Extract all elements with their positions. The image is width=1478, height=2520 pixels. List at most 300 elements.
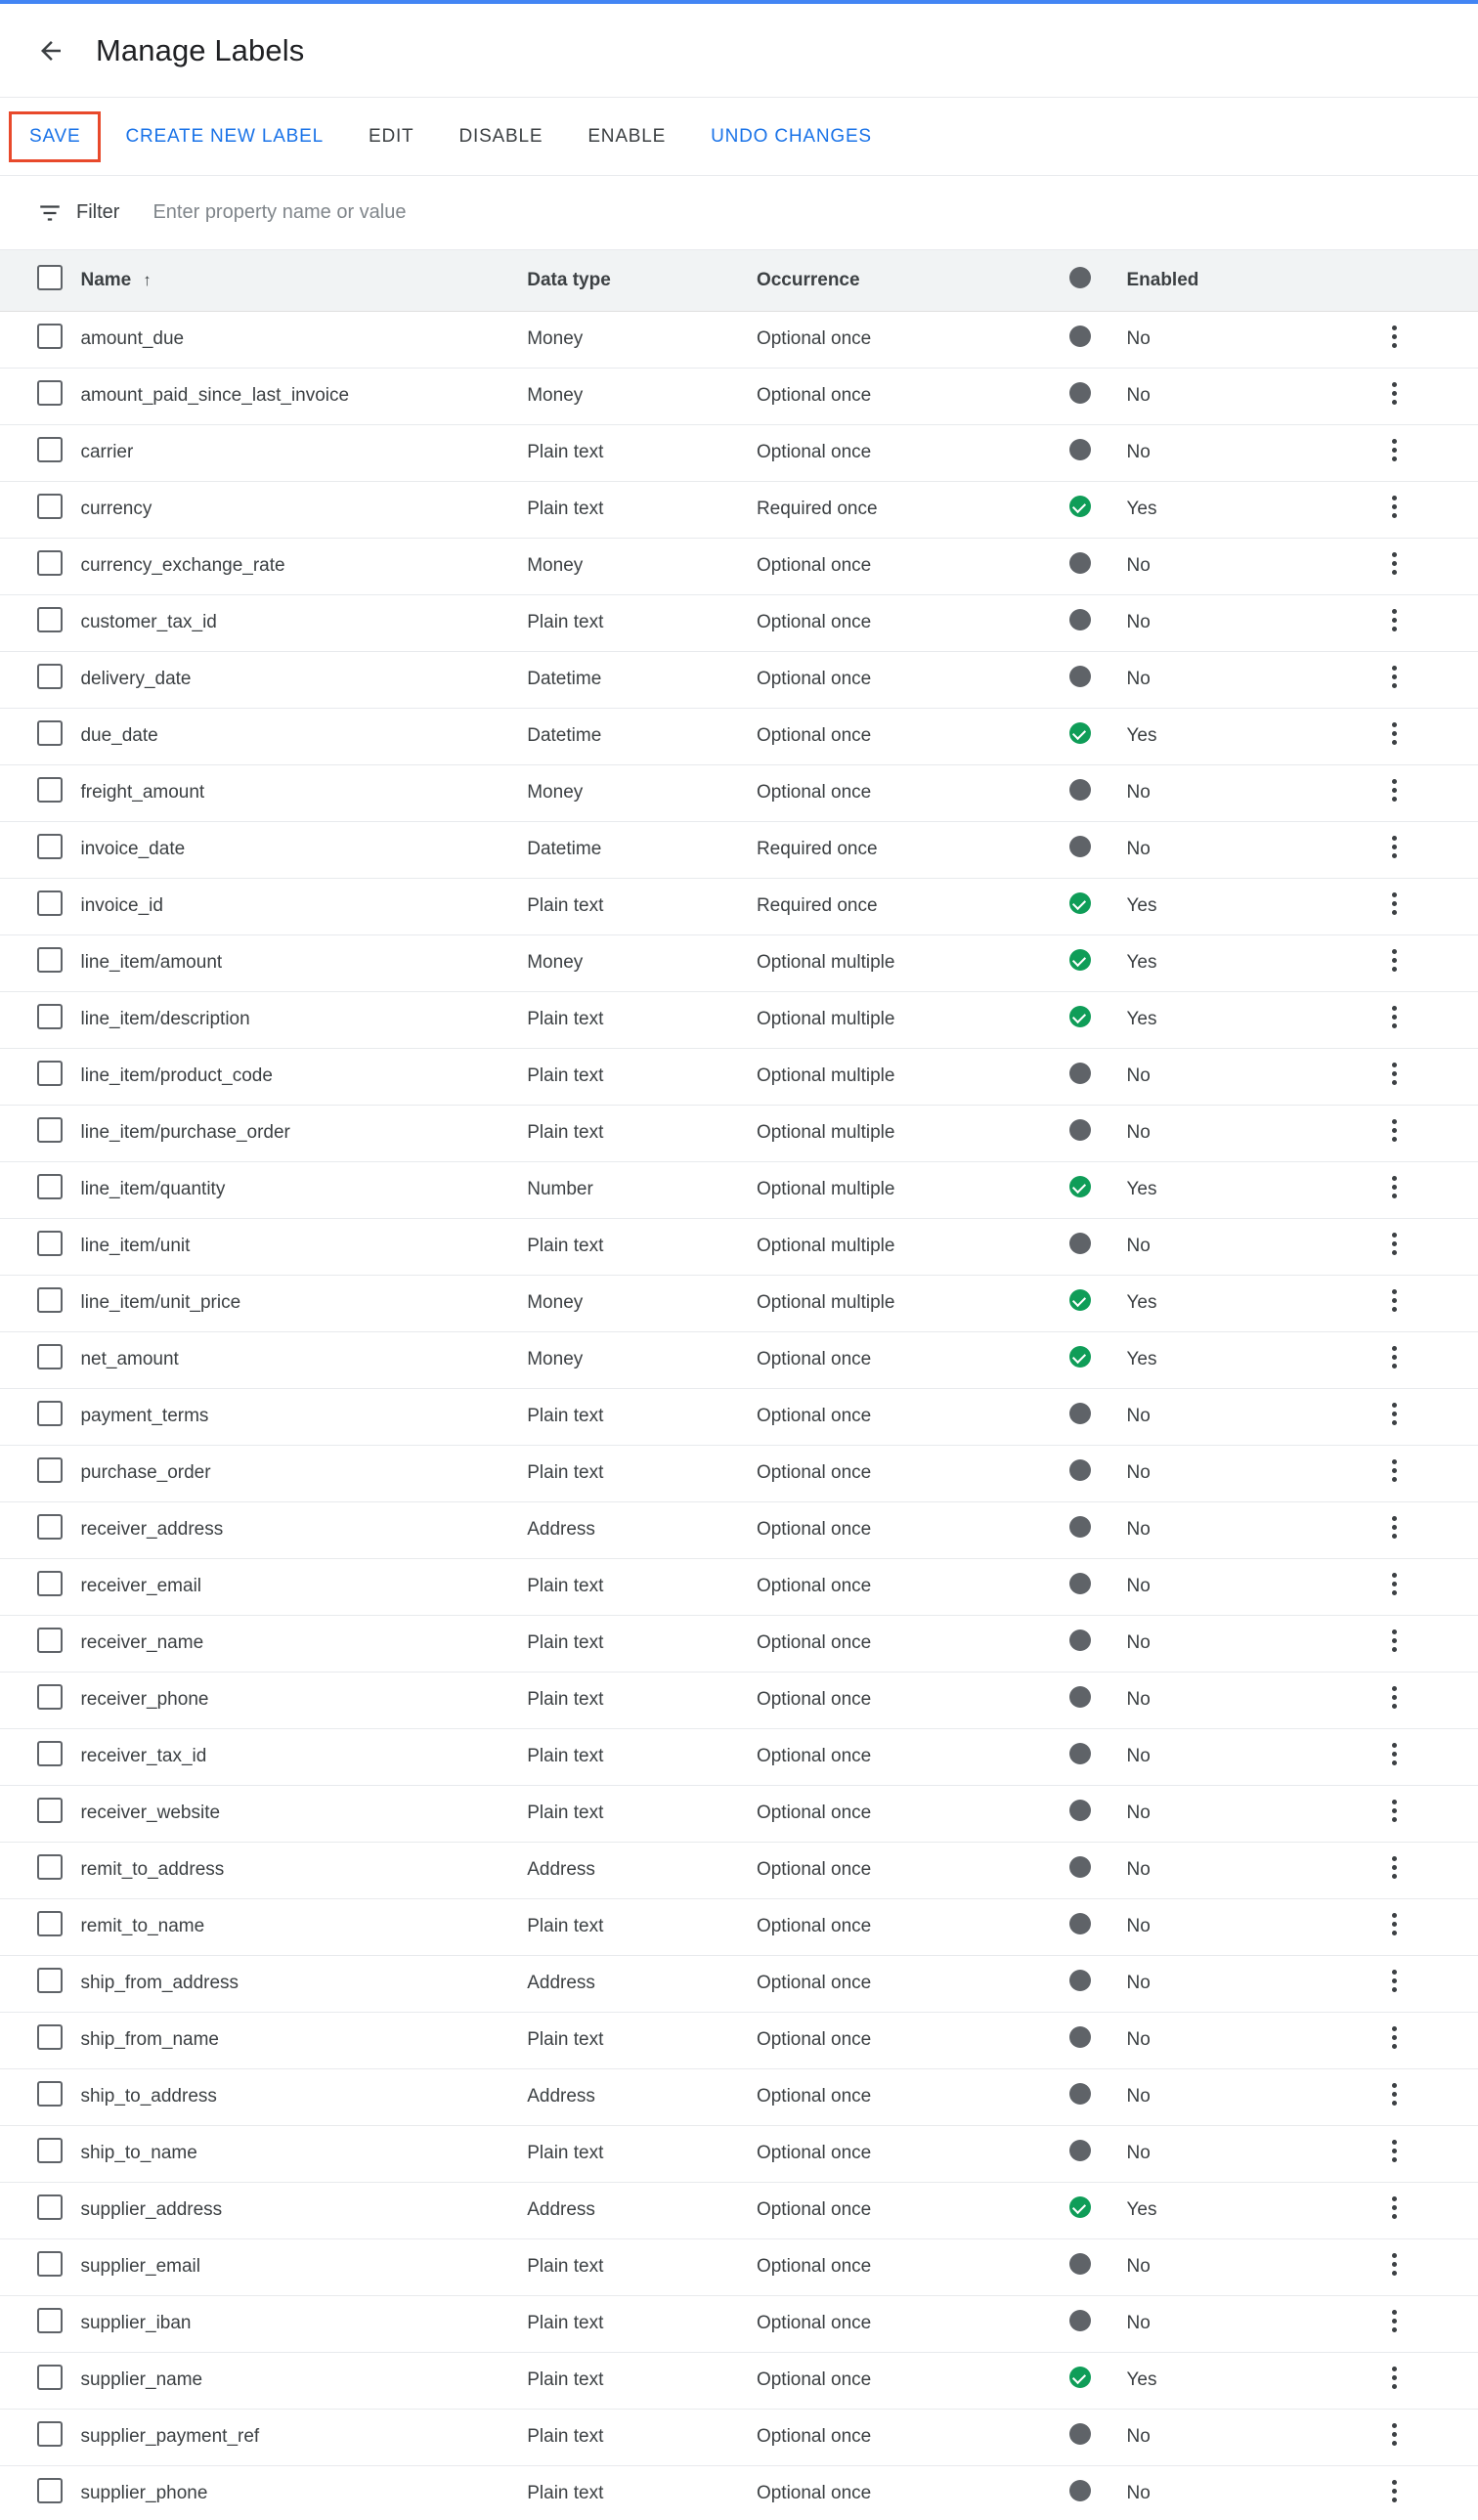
- occurrence-cell: Optional once: [757, 1785, 1046, 1842]
- status-dot-cell: [1046, 708, 1126, 764]
- occurrence-cell: Optional once: [757, 1501, 1046, 1558]
- status-dot-cell: [1046, 2295, 1126, 2352]
- data-type-cell: Number: [527, 1161, 757, 1218]
- status-dot-cell: [1046, 1898, 1126, 1955]
- table-row[interactable]: [0, 764, 1478, 821]
- row-checkbox[interactable]: [37, 720, 63, 746]
- table-row[interactable]: [0, 991, 1478, 1048]
- data-type-cell: Plain text: [527, 1445, 757, 1501]
- status-dot-cell: [1046, 1161, 1126, 1218]
- table-row[interactable]: [0, 1275, 1478, 1331]
- occurrence-cell: Optional once: [757, 594, 1046, 651]
- edit-button[interactable]: EDIT: [351, 114, 431, 159]
- enabled-cell: No: [1126, 2238, 1364, 2295]
- status-dot-icon: [1069, 779, 1091, 801]
- status-dot-icon: [1069, 1516, 1091, 1538]
- check-circle-icon: [1069, 1289, 1091, 1311]
- table-row[interactable]: [0, 594, 1478, 651]
- more-options-icon[interactable]: [1392, 1285, 1397, 1316]
- enabled-cell: No: [1126, 1728, 1364, 1785]
- label-name-cell: supplier_name: [80, 2352, 527, 2409]
- row-checkbox[interactable]: [37, 2251, 63, 2277]
- row-select-cell: [0, 1955, 80, 2012]
- more-options-icon[interactable]: [1392, 605, 1397, 635]
- table-row[interactable]: [0, 1331, 1478, 1388]
- table-row[interactable]: [0, 1048, 1478, 1105]
- row-select-cell: [0, 2465, 80, 2520]
- label-name-cell: supplier_phone: [80, 2465, 527, 2520]
- more-options-icon[interactable]: [1392, 548, 1397, 579]
- occurrence-cell: Optional multiple: [757, 934, 1046, 991]
- more-options-icon[interactable]: [1392, 1852, 1397, 1883]
- table-header-row: [0, 250, 1478, 311]
- row-actions-cell: [1365, 1955, 1478, 2012]
- row-select-cell: [0, 481, 80, 538]
- status-dot-icon: [1069, 2253, 1091, 2275]
- enabled-cell: No: [1126, 311, 1364, 368]
- row-checkbox[interactable]: [37, 1061, 63, 1086]
- data-type-cell: Money: [527, 764, 757, 821]
- row-checkbox[interactable]: [37, 1628, 63, 1653]
- table-row[interactable]: [0, 1558, 1478, 1615]
- data-type-cell: Plain text: [527, 1558, 757, 1615]
- row-checkbox[interactable]: [37, 947, 63, 973]
- more-options-icon[interactable]: [1392, 2136, 1397, 2166]
- more-options-icon[interactable]: [1392, 2079, 1397, 2109]
- check-circle-icon: [1069, 1176, 1091, 1197]
- row-checkbox[interactable]: [37, 437, 63, 462]
- row-checkbox[interactable]: [37, 2308, 63, 2333]
- row-actions-cell: [1365, 594, 1478, 651]
- status-dot-cell: [1046, 1558, 1126, 1615]
- table-row[interactable]: [0, 878, 1478, 934]
- row-actions-cell: [1365, 1898, 1478, 1955]
- more-options-icon[interactable]: [1392, 2193, 1397, 2223]
- row-checkbox[interactable]: [37, 1571, 63, 1596]
- status-dot-icon: [1069, 267, 1091, 288]
- table-row[interactable]: [0, 1501, 1478, 1558]
- row-select-cell: [0, 1898, 80, 1955]
- status-dot-icon: [1069, 1573, 1091, 1594]
- row-checkbox[interactable]: [37, 2194, 63, 2220]
- label-name-cell: payment_terms: [80, 1388, 527, 1445]
- status-dot-icon: [1069, 609, 1091, 630]
- row-checkbox[interactable]: [37, 1457, 63, 1483]
- more-options-icon[interactable]: [1392, 2419, 1397, 2450]
- status-dot-icon: [1069, 2140, 1091, 2161]
- row-actions-cell: [1365, 1161, 1478, 1218]
- column-header-occurrence[interactable]: Occurrence: [757, 250, 1046, 311]
- enabled-cell: No: [1126, 2409, 1364, 2465]
- occurrence-cell: Optional multiple: [757, 1161, 1046, 1218]
- label-name-cell: supplier_iban: [80, 2295, 527, 2352]
- enabled-cell: No: [1126, 1445, 1364, 1501]
- enabled-cell: No: [1126, 1501, 1364, 1558]
- row-checkbox[interactable]: [37, 1514, 63, 1540]
- occurrence-cell: Required once: [757, 481, 1046, 538]
- row-select-cell: [0, 1672, 80, 1728]
- row-actions-cell: [1365, 878, 1478, 934]
- select-all-checkbox[interactable]: [37, 265, 63, 290]
- status-dot-cell: [1046, 594, 1126, 651]
- row-checkbox[interactable]: [37, 1231, 63, 1256]
- table-row[interactable]: [0, 1161, 1478, 1218]
- label-name-cell: remit_to_name: [80, 1898, 527, 1955]
- row-checkbox[interactable]: [37, 1798, 63, 1823]
- row-checkbox[interactable]: [37, 777, 63, 803]
- occurrence-cell: Optional multiple: [757, 991, 1046, 1048]
- more-options-icon[interactable]: [1392, 945, 1397, 976]
- more-options-icon[interactable]: [1392, 322, 1397, 352]
- row-select-cell: [0, 1105, 80, 1161]
- status-dot-cell: [1046, 2465, 1126, 2520]
- row-select-cell: [0, 878, 80, 934]
- more-options-icon[interactable]: [1392, 1342, 1397, 1372]
- row-checkbox[interactable]: [37, 1968, 63, 1993]
- row-checkbox[interactable]: [37, 1174, 63, 1199]
- status-dot-icon: [1069, 1800, 1091, 1821]
- more-options-icon[interactable]: [1392, 2476, 1397, 2506]
- row-checkbox[interactable]: [37, 380, 63, 406]
- more-options-icon[interactable]: [1392, 435, 1397, 465]
- more-options-icon[interactable]: [1392, 1909, 1397, 1939]
- row-select-cell: [0, 2409, 80, 2465]
- label-name-cell: receiver_name: [80, 1615, 527, 1672]
- arrow-left-icon[interactable]: [29, 29, 72, 72]
- more-options-icon[interactable]: [1392, 832, 1397, 862]
- table-row[interactable]: [0, 1728, 1478, 1785]
- row-select-cell: [0, 1161, 80, 1218]
- occurrence-cell: Optional multiple: [757, 1218, 1046, 1275]
- table-row[interactable]: [0, 538, 1478, 594]
- more-options-icon[interactable]: [1392, 1399, 1397, 1429]
- data-type-cell: Plain text: [527, 2295, 757, 2352]
- row-select-cell: [0, 1388, 80, 1445]
- row-checkbox[interactable]: [37, 1684, 63, 1710]
- enabled-cell: No: [1126, 1785, 1364, 1842]
- row-select-cell: [0, 1331, 80, 1388]
- table-row[interactable]: [0, 1388, 1478, 1445]
- status-dot-cell: [1046, 1048, 1126, 1105]
- more-options-icon[interactable]: [1392, 1796, 1397, 1826]
- occurrence-cell: Optional once: [757, 651, 1046, 708]
- enabled-cell: Yes: [1126, 481, 1364, 538]
- table-row[interactable]: [0, 934, 1478, 991]
- enabled-cell: Yes: [1126, 991, 1364, 1048]
- table-row[interactable]: [0, 2182, 1478, 2238]
- check-circle-icon: [1069, 892, 1091, 914]
- row-select-cell: [0, 2068, 80, 2125]
- data-type-cell: Money: [527, 368, 757, 424]
- row-checkbox[interactable]: [37, 1287, 63, 1313]
- status-dot-cell: [1046, 934, 1126, 991]
- enabled-cell: No: [1126, 821, 1364, 878]
- occurrence-cell: Optional once: [757, 2068, 1046, 2125]
- occurrence-cell: Optional once: [757, 1898, 1046, 1955]
- label-name-cell: invoice_date: [80, 821, 527, 878]
- table-row[interactable]: [0, 368, 1478, 424]
- more-options-icon[interactable]: [1392, 775, 1397, 805]
- more-options-icon[interactable]: [1392, 1115, 1397, 1146]
- row-checkbox[interactable]: [37, 1117, 63, 1143]
- occurrence-cell: Optional once: [757, 764, 1046, 821]
- row-checkbox[interactable]: [37, 2138, 63, 2163]
- row-checkbox[interactable]: [37, 891, 63, 916]
- enable-button[interactable]: ENABLE: [570, 114, 683, 159]
- row-actions-cell: [1365, 1615, 1478, 1672]
- more-options-icon[interactable]: [1392, 1059, 1397, 1089]
- check-circle-icon: [1069, 496, 1091, 517]
- table-row[interactable]: [0, 1615, 1478, 1672]
- row-actions-cell: [1365, 2465, 1478, 2520]
- row-checkbox[interactable]: [37, 2478, 63, 2503]
- row-select-cell: [0, 1275, 80, 1331]
- enabled-cell: No: [1126, 538, 1364, 594]
- row-select-cell: [0, 1501, 80, 1558]
- more-options-icon[interactable]: [1392, 1682, 1397, 1713]
- table-row[interactable]: [0, 424, 1478, 481]
- table-row[interactable]: [0, 1842, 1478, 1898]
- label-name-cell: invoice_id: [80, 878, 527, 934]
- more-options-icon[interactable]: [1392, 662, 1397, 692]
- row-actions-cell: [1365, 934, 1478, 991]
- status-dot-cell: [1046, 1501, 1126, 1558]
- row-checkbox[interactable]: [37, 2024, 63, 2050]
- row-select-cell: [0, 2352, 80, 2409]
- table-row[interactable]: [0, 1785, 1478, 1842]
- row-select-cell: [0, 1445, 80, 1501]
- row-checkbox[interactable]: [37, 1344, 63, 1369]
- table-row[interactable]: [0, 1218, 1478, 1275]
- occurrence-cell: Optional once: [757, 311, 1046, 368]
- row-select-cell: [0, 1842, 80, 1898]
- table-row[interactable]: [0, 2125, 1478, 2182]
- row-checkbox[interactable]: [37, 1854, 63, 1880]
- filter-input[interactable]: [151, 200, 835, 225]
- status-dot-cell: [1046, 1388, 1126, 1445]
- occurrence-cell: Optional once: [757, 368, 1046, 424]
- data-type-cell: Money: [527, 934, 757, 991]
- data-type-cell: Plain text: [527, 1388, 757, 1445]
- row-actions-cell: [1365, 2295, 1478, 2352]
- enabled-cell: Yes: [1126, 934, 1364, 991]
- status-dot-cell: [1046, 2352, 1126, 2409]
- row-checkbox[interactable]: [37, 2421, 63, 2447]
- status-dot-icon: [1069, 1686, 1091, 1708]
- table-row[interactable]: [0, 2409, 1478, 2465]
- row-checkbox[interactable]: [37, 550, 63, 576]
- occurrence-cell: Optional once: [757, 2182, 1046, 2238]
- enabled-cell: No: [1126, 1558, 1364, 1615]
- table-row[interactable]: [0, 2012, 1478, 2068]
- column-header-data-type[interactable]: Data type: [527, 250, 757, 311]
- status-dot-icon: [1069, 1856, 1091, 1878]
- create-new-label-button[interactable]: CREATE NEW LABEL: [108, 114, 341, 159]
- row-actions-cell: [1365, 1785, 1478, 1842]
- table-row[interactable]: [0, 311, 1478, 368]
- occurrence-cell: Optional once: [757, 1842, 1046, 1898]
- table-row[interactable]: [0, 2295, 1478, 2352]
- column-header-name[interactable]: [80, 250, 527, 311]
- more-options-icon[interactable]: [1392, 1966, 1397, 1996]
- row-checkbox[interactable]: [37, 2081, 63, 2107]
- status-dot-cell: [1046, 1615, 1126, 1672]
- more-options-icon[interactable]: [1392, 889, 1397, 919]
- enabled-cell: No: [1126, 368, 1364, 424]
- row-actions-cell: [1365, 2125, 1478, 2182]
- sort-ascending-icon: ↑: [143, 270, 152, 289]
- row-checkbox[interactable]: [37, 834, 63, 859]
- label-name-cell: currency_exchange_rate: [80, 538, 527, 594]
- row-actions-cell: [1365, 2409, 1478, 2465]
- column-header-enabled[interactable]: Enabled: [1126, 250, 1364, 311]
- row-actions-cell: [1365, 1558, 1478, 1615]
- row-checkbox[interactable]: [37, 664, 63, 689]
- label-name-cell: receiver_website: [80, 1785, 527, 1842]
- more-options-icon[interactable]: [1392, 1229, 1397, 1259]
- more-options-icon[interactable]: [1392, 1626, 1397, 1656]
- status-dot-icon: [1069, 1970, 1091, 1991]
- occurrence-cell: Optional once: [757, 2012, 1046, 2068]
- enabled-cell: Yes: [1126, 2352, 1364, 2409]
- table-row[interactable]: [0, 2465, 1478, 2520]
- more-options-icon[interactable]: [1392, 1569, 1397, 1599]
- occurrence-cell: Optional once: [757, 1388, 1046, 1445]
- table-row[interactable]: [0, 2238, 1478, 2295]
- table-row[interactable]: [0, 651, 1478, 708]
- status-dot-icon: [1069, 1743, 1091, 1764]
- status-dot-icon: [1069, 326, 1091, 347]
- label-name-cell: net_amount: [80, 1331, 527, 1388]
- table-row[interactable]: [0, 1955, 1478, 2012]
- table-row[interactable]: [0, 2352, 1478, 2409]
- table-row[interactable]: [0, 1105, 1478, 1161]
- data-type-cell: Address: [527, 2182, 757, 2238]
- table-row[interactable]: [0, 821, 1478, 878]
- row-checkbox[interactable]: [37, 1911, 63, 1936]
- more-options-icon[interactable]: [1392, 1002, 1397, 1032]
- occurrence-cell: Optional once: [757, 1955, 1046, 2012]
- label-name-cell: line_item/description: [80, 991, 527, 1048]
- more-options-icon[interactable]: [1392, 2363, 1397, 2393]
- row-checkbox[interactable]: [37, 607, 63, 632]
- more-options-icon[interactable]: [1392, 2249, 1397, 2280]
- row-select-cell: [0, 991, 80, 1048]
- row-actions-cell: [1365, 1388, 1478, 1445]
- label-name-cell: delivery_date: [80, 651, 527, 708]
- more-options-icon[interactable]: [1392, 378, 1397, 409]
- row-actions-cell: [1365, 368, 1478, 424]
- enabled-cell: No: [1126, 1672, 1364, 1728]
- enabled-cell: No: [1126, 1615, 1364, 1672]
- status-dot-cell: [1046, 368, 1126, 424]
- row-checkbox[interactable]: [37, 324, 63, 349]
- enabled-cell: No: [1126, 2012, 1364, 2068]
- row-actions-cell: [1365, 651, 1478, 708]
- enabled-cell: No: [1126, 1105, 1364, 1161]
- row-checkbox[interactable]: [37, 2365, 63, 2390]
- check-circle-icon: [1069, 2196, 1091, 2218]
- enabled-cell: No: [1126, 2465, 1364, 2520]
- row-actions-cell: [1365, 1842, 1478, 1898]
- table-row[interactable]: [0, 1898, 1478, 1955]
- more-options-icon[interactable]: [1392, 2022, 1397, 2053]
- row-actions-cell: [1365, 2238, 1478, 2295]
- enabled-cell: No: [1126, 594, 1364, 651]
- row-actions-cell: [1365, 2068, 1478, 2125]
- labels-table-body: [0, 311, 1478, 2520]
- status-dot-cell: [1046, 2012, 1126, 2068]
- status-dot-icon: [1069, 552, 1091, 574]
- row-select-cell: [0, 1218, 80, 1275]
- row-select-cell: [0, 821, 80, 878]
- status-dot-cell: [1046, 821, 1126, 878]
- row-checkbox[interactable]: [37, 1741, 63, 1766]
- table-row[interactable]: [0, 481, 1478, 538]
- column-header-status-dot: [1046, 250, 1126, 311]
- more-options-icon[interactable]: [1392, 2306, 1397, 2336]
- label-name-cell: amount_due: [80, 311, 527, 368]
- table-row[interactable]: [0, 708, 1478, 764]
- data-type-cell: Plain text: [527, 1785, 757, 1842]
- row-select-cell: [0, 538, 80, 594]
- occurrence-cell: Optional once: [757, 2465, 1046, 2520]
- status-dot-icon: [1069, 836, 1091, 857]
- data-type-cell: Plain text: [527, 481, 757, 538]
- status-dot-cell: [1046, 1331, 1126, 1388]
- status-dot-cell: [1046, 1445, 1126, 1501]
- action-toolbar: [0, 98, 1478, 176]
- row-checkbox[interactable]: [37, 494, 63, 519]
- more-options-icon[interactable]: [1392, 718, 1397, 749]
- label-name-cell: supplier_payment_ref: [80, 2409, 527, 2465]
- column-header-actions: [1365, 250, 1478, 311]
- more-options-icon[interactable]: [1392, 1512, 1397, 1542]
- row-checkbox[interactable]: [37, 1004, 63, 1029]
- table-row[interactable]: [0, 2068, 1478, 2125]
- label-name-cell: ship_to_address: [80, 2068, 527, 2125]
- status-dot-cell: [1046, 878, 1126, 934]
- table-row[interactable]: [0, 1445, 1478, 1501]
- occurrence-cell: Optional multiple: [757, 1048, 1046, 1105]
- row-actions-cell: [1365, 1218, 1478, 1275]
- data-type-cell: Datetime: [527, 708, 757, 764]
- labels-table: [0, 250, 1478, 2520]
- more-options-icon[interactable]: [1392, 1456, 1397, 1486]
- table-row[interactable]: [0, 1672, 1478, 1728]
- row-actions-cell: [1365, 2352, 1478, 2409]
- more-options-icon[interactable]: [1392, 1739, 1397, 1769]
- data-type-cell: Address: [527, 1842, 757, 1898]
- undo-changes-button[interactable]: UNDO CHANGES: [693, 114, 890, 159]
- data-type-cell: Address: [527, 1955, 757, 2012]
- status-dot-icon: [1069, 2480, 1091, 2501]
- more-options-icon[interactable]: [1392, 1172, 1397, 1202]
- label-name-cell: customer_tax_id: [80, 594, 527, 651]
- row-checkbox[interactable]: [37, 1401, 63, 1426]
- disable-button[interactable]: DISABLE: [441, 114, 560, 159]
- select-all-header: [0, 250, 80, 311]
- label-name-cell: line_item/purchase_order: [80, 1105, 527, 1161]
- status-dot-cell: [1046, 1218, 1126, 1275]
- status-dot-icon: [1069, 1913, 1091, 1934]
- data-type-cell: Plain text: [527, 2465, 757, 2520]
- save-button[interactable]: SAVE: [12, 114, 98, 159]
- row-select-cell: [0, 764, 80, 821]
- row-select-cell: [0, 594, 80, 651]
- more-options-icon[interactable]: [1392, 492, 1397, 522]
- row-actions-cell: [1365, 2182, 1478, 2238]
